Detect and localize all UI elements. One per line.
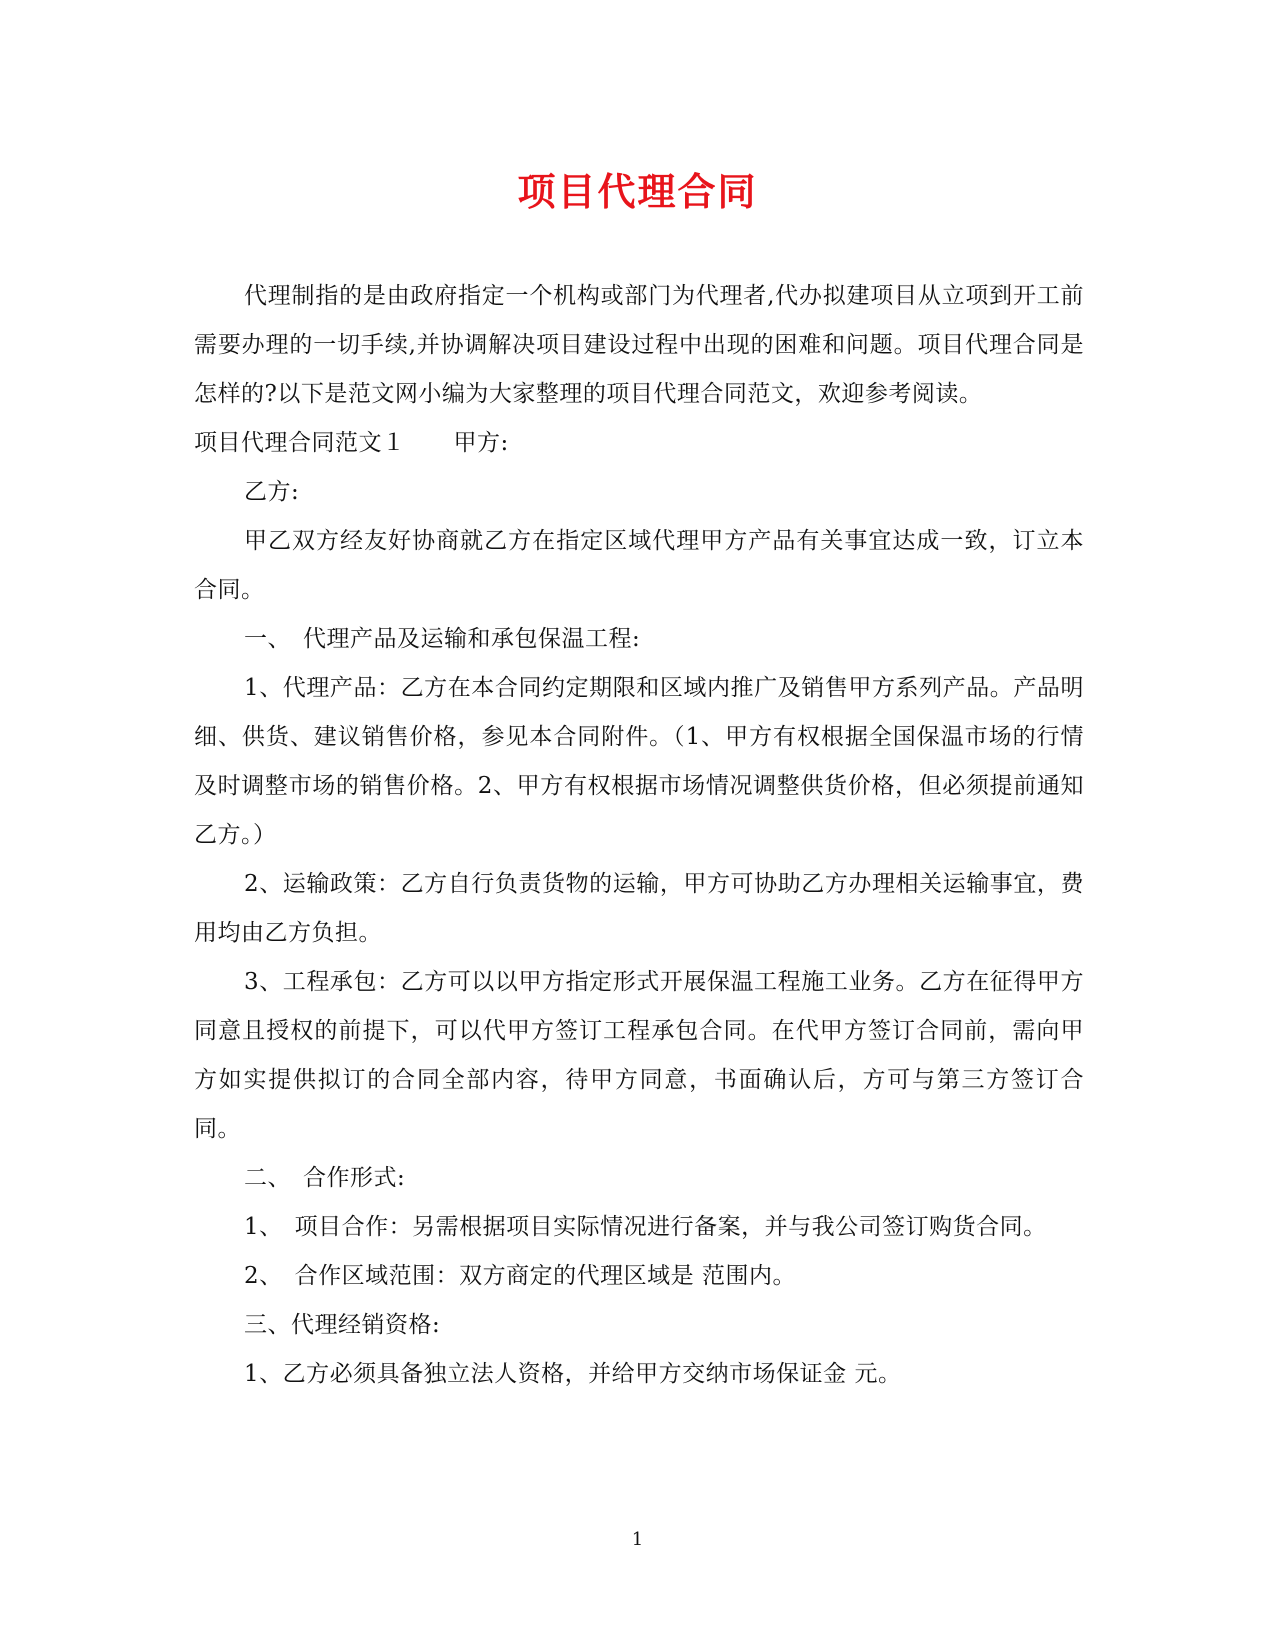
document-title: 项目代理合同 (517, 169, 758, 214)
section-3-item-1: 1、乙方必须具备独立法人资格，并给甲方交纳市场保证金 元。 (244, 1361, 902, 1387)
section-2-item-1: 1、 项目合作：另需根据项目实际情况进行备案，并与我公司签订购货合同。 (244, 1214, 1047, 1240)
section-3-heading: 三、代理经销资格: (244, 1312, 441, 1338)
party-a-label: 甲方: (453, 430, 509, 456)
section-2-heading: 二、 合作形式: (244, 1165, 406, 1191)
page-number: 1 (631, 1529, 644, 1550)
document-body (194, 272, 1084, 1399)
sample-heading-line (194, 419, 1084, 468)
party-b-label: 乙方: (244, 479, 300, 505)
section-1-heading: 一、 代理产品及运输和承包保温工程: (244, 626, 641, 652)
preamble-paragraph: 甲乙双方经友好协商就乙方在指定区域代理甲方产品有关事宜达成一致，订立本合同。 (194, 528, 1084, 603)
section-1-item-3: 3、工程承包：乙方可以以甲方指定形式开展保温工程施工业务。乙方在征得甲方同意且授权的前提下，可以代甲方签订工程承包合同。在代甲方签订合同前，需向甲方如实提供拟订的合同全部内容，待甲方同意，书面确认后，方可与第三方签订合同。 (194, 969, 1084, 1142)
section-1-item-2: 2、运输政策：乙方自行负责货物的运输，甲方可协助乙方办理相关运输事宜，费用均由乙方负担。 (194, 871, 1084, 946)
intro-paragraph: 代理制指的是由政府指定一个机构或部门为代理者,代办拟建项目从立项到开工前需要办理的一切手续,并协调解决项目建设过程中出现的困难和问题。项目代理合同是怎样的?以下是范文网小编为大家整理的项目代理合同范文，欢迎参考阅读。 (194, 283, 1084, 407)
sample-heading: 项目代理合同范文１ (194, 430, 406, 456)
section-1-item-1: 1、代理产品：乙方在本合同约定期限和区域内推广及销售甲方系列产品。产品明细、供货、建议销售价格，参见本合同附件。（1、甲方有权根据全国保温市场的行情及时调整市场的销售价格。2、甲方有权根据市场情况调整供货价格，但必须提前通知乙方。） (194, 675, 1084, 848)
section-2-item-2: 2、 合作区域范围：双方商定的代理区域是 范围内。 (244, 1263, 796, 1289)
